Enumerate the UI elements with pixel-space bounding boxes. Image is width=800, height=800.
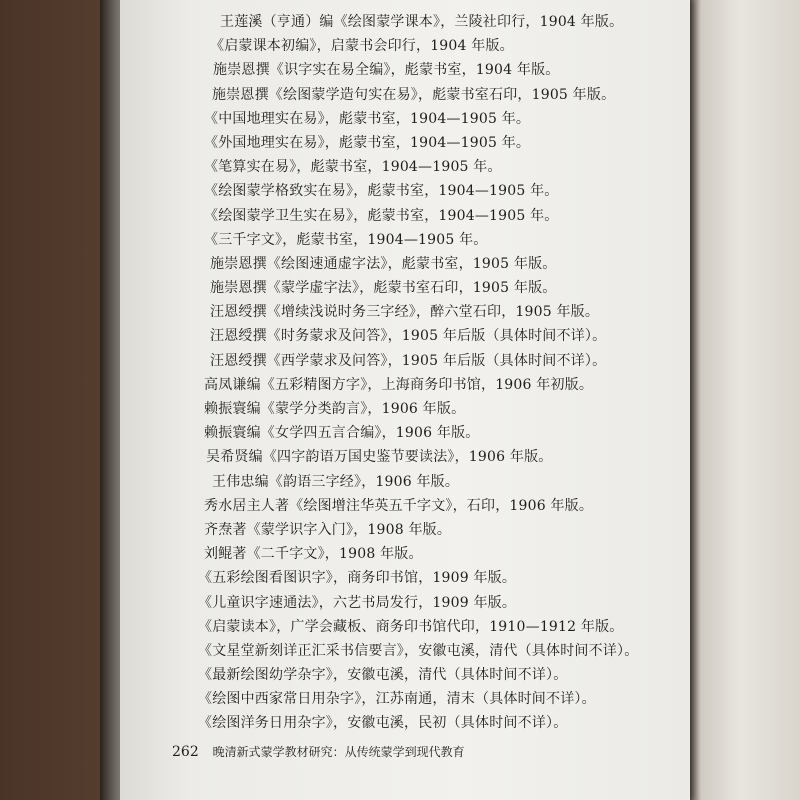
list-item: 施崇恩撰《识字实在易全编》，彪蒙书室，1904 年版。 [213,62,560,79]
list-item: 汪恩绶撰《西学蒙求及问答》，1905 年后版（具体时间不详）。 [210,352,607,369]
list-item: 《绘图蒙学卫生实在易》，彪蒙书室，1904—1905 年。 [204,207,559,224]
list-item: 《绘图洋务日用杂字》，安徽屯溪，民初（具体时间不详）。 [198,715,568,732]
list-item: 《三千字文》，彪蒙书室，1904—1905 年。 [204,231,488,248]
list-item: 高凤谦编《五彩精图方字》，上海商务印书馆，1906 年初版。 [204,376,594,393]
list-item: 施崇恩撰《绘图蒙学造句实在易》，彪蒙书室石印，1905 年版。 [212,86,616,103]
list-item: 《启蒙读本》，广学会藏板、商务印书馆代印，1910—1912 年版。 [198,618,624,635]
book-page [120,0,690,800]
page-number: 262 [172,744,199,760]
list-item: 施崇恩撰《绘图速通虚字法》，彪蒙书室，1905 年版。 [210,255,557,272]
book-gutter-shadow [100,0,122,800]
list-item: 《笔算实在易》，彪蒙书室，1904—1905 年。 [204,159,502,176]
list-item: 赖振寰编《蒙学分类韵言》，1906 年版。 [204,401,466,417]
list-item: 齐焘著《蒙学识字入门》，1908 年版。 [204,521,452,538]
list-item: 汪恩绶撰《时务蒙求及问答》，1905 年后版（具体时间不详）。 [210,328,607,345]
facing-page [690,0,800,800]
list-item: 《启蒙课本初编》，启蒙书会印行，1904 年版。 [210,38,514,55]
list-item: 《中国地理实在易》，彪蒙书室，1904—1905 年。 [204,110,531,127]
list-item: 赖振寰编《女学四五言合编》，1906 年版。 [204,425,480,442]
list-item: 《五彩绘图看图识字》，商务印书馆，1909 年版。 [198,570,517,587]
list-item: 吴希贤编《四字韵语万国史鉴节要读法》，1906 年版。 [206,449,553,466]
list-item: 《绘图蒙学格致实在易》，彪蒙书室，1904—1905 年。 [204,183,559,200]
list-item: 《儿童识字速通法》，六艺书局发行，1909 年版。 [198,594,517,611]
list-item: 《文星堂新刻详正汇采书信要言》，安徽屯溪，清代（具体时间不详）。 [198,642,639,659]
list-item: 汪恩绶撰《增续浅说时务三字经》，醉六堂石印，1905 年版。 [210,304,600,321]
bibliography-list [120,10,690,736]
list-item: 王莲溪（亨通）编《绘图蒙学课本》，兰陵社印行，1904 年版。 [220,14,624,30]
list-item: 《绘图中西家常日用杂字》，江苏南通，清末（具体时间不详）。 [198,691,596,708]
list-item: 《最新绘图幼学杂字》，安徽屯溪，清代（具体时间不详）。 [198,667,568,684]
list-item: 刘鲲著《二千字文》，1908 年版。 [204,546,423,563]
list-item: 施崇恩撰《蒙学虚字法》，彪蒙书室石印，1905 年版。 [210,280,557,297]
list-item: 王伟忠编《韵语三字经》，1906 年版。 [212,473,460,490]
list-item: 《外国地理实在易》，彪蒙书室，1904—1905 年。 [204,134,531,151]
running-title: 晚清新式蒙学教材研究：从传统蒙学到现代教育 [212,745,465,759]
page-footer [172,743,672,760]
list-item: 秀水居主人著《绘图增注华英五千字文》，石印，1906 年版。 [204,497,594,514]
